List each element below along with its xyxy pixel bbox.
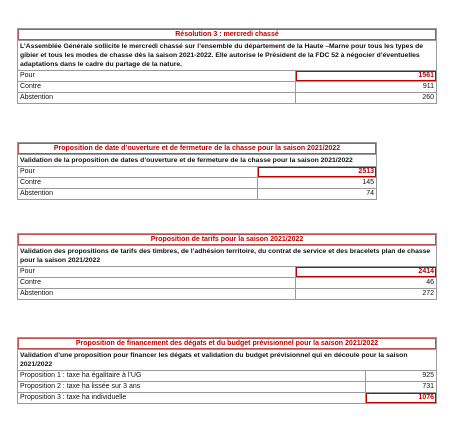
vote-row-abstention — [17, 189, 377, 200]
block-title: Proposition de date d’ouverture et de fermeture de la chasse pour la saison 2021/2022 — [17, 142, 377, 155]
block-description: Validation de la proposition de dates d’ouverture et de fermeture de la chasse pour la saison 2021/2022 — [17, 155, 377, 167]
vote-label: Contre — [18, 278, 296, 288]
vote-value: 925 — [422, 372, 434, 379]
vote-row-proposition-3 — [17, 393, 437, 404]
vote-row-abstention — [17, 289, 437, 300]
block-title: Proposition de tarifs pour la saison 2021/2022 — [17, 233, 437, 246]
vote-value: 911 — [422, 83, 434, 90]
vote-value: 1076 — [366, 393, 436, 403]
vote-row-proposition-2 — [17, 382, 437, 393]
vote-label: Contre — [18, 82, 296, 92]
vote-row-contre — [17, 178, 377, 189]
vote-label: Contre — [18, 178, 258, 188]
vote-value: 731 — [422, 383, 434, 390]
vote-value: 1561 — [296, 71, 436, 81]
vote-value: 2414 — [296, 267, 436, 277]
vote-value: 2513 — [258, 167, 376, 177]
vote-value: 272 — [422, 290, 434, 297]
vote-value: 74 — [366, 190, 374, 197]
resolution-3-block — [17, 28, 437, 104]
block-description: L’Assemblée Générale sollicite le mercredi chassé sur l’ensemble du département de la Haute –Marne pour tous les types de gibier et tous les modes de chasse dès la saison 2021-2022. Elle autorise le Président de la FDC 52 à négocier d’éventuelles adaptations dans le cadre du partage de la nature. — [17, 41, 437, 71]
vote-value: 145 — [362, 179, 374, 186]
vote-row-contre — [17, 82, 437, 93]
vote-row-pour — [17, 267, 437, 278]
tarifs-block — [17, 233, 437, 300]
vote-row-proposition-1 — [17, 371, 437, 382]
vote-value: 260 — [422, 94, 434, 101]
vote-label: Abstention — [18, 289, 296, 299]
block-title: Proposition de financement des dégats et du budget prévisionnel pour la saison 2021/2022 — [17, 337, 437, 350]
vote-label: Proposition 1 : taxe ha égalitaire à l’UG — [18, 371, 366, 381]
vote-row-contre — [17, 278, 437, 289]
vote-row-pour — [17, 71, 437, 82]
vote-row-pour — [17, 167, 377, 178]
financement-block — [17, 337, 437, 404]
dates-ouverture-block — [17, 142, 377, 200]
vote-label: Abstention — [18, 93, 296, 103]
vote-label: Proposition 2 : taxe ha lissée sur 3 ans — [18, 382, 366, 392]
block-description: Validation d’une proposition pour financer les dégats et validation du budget prévisionnel qui en découle pour la saison 2021/2022 — [17, 350, 437, 371]
vote-label: Abstention — [18, 189, 258, 199]
vote-row-abstention — [17, 93, 437, 104]
vote-label: Pour — [18, 167, 258, 177]
vote-label: Pour — [18, 71, 296, 81]
vote-label: Proposition 3 : taxe ha individuelle — [18, 393, 366, 403]
block-description: Validation des propositions de tarifs des timbres, de l’adhésion territoire, du contrat de service et des bracelets plan de chasse pour la saison 2021/2022 — [17, 246, 437, 267]
vote-label: Pour — [18, 267, 296, 277]
vote-value: 46 — [426, 279, 434, 286]
block-title: Résolution 3 : mercredi chassé — [17, 28, 437, 41]
